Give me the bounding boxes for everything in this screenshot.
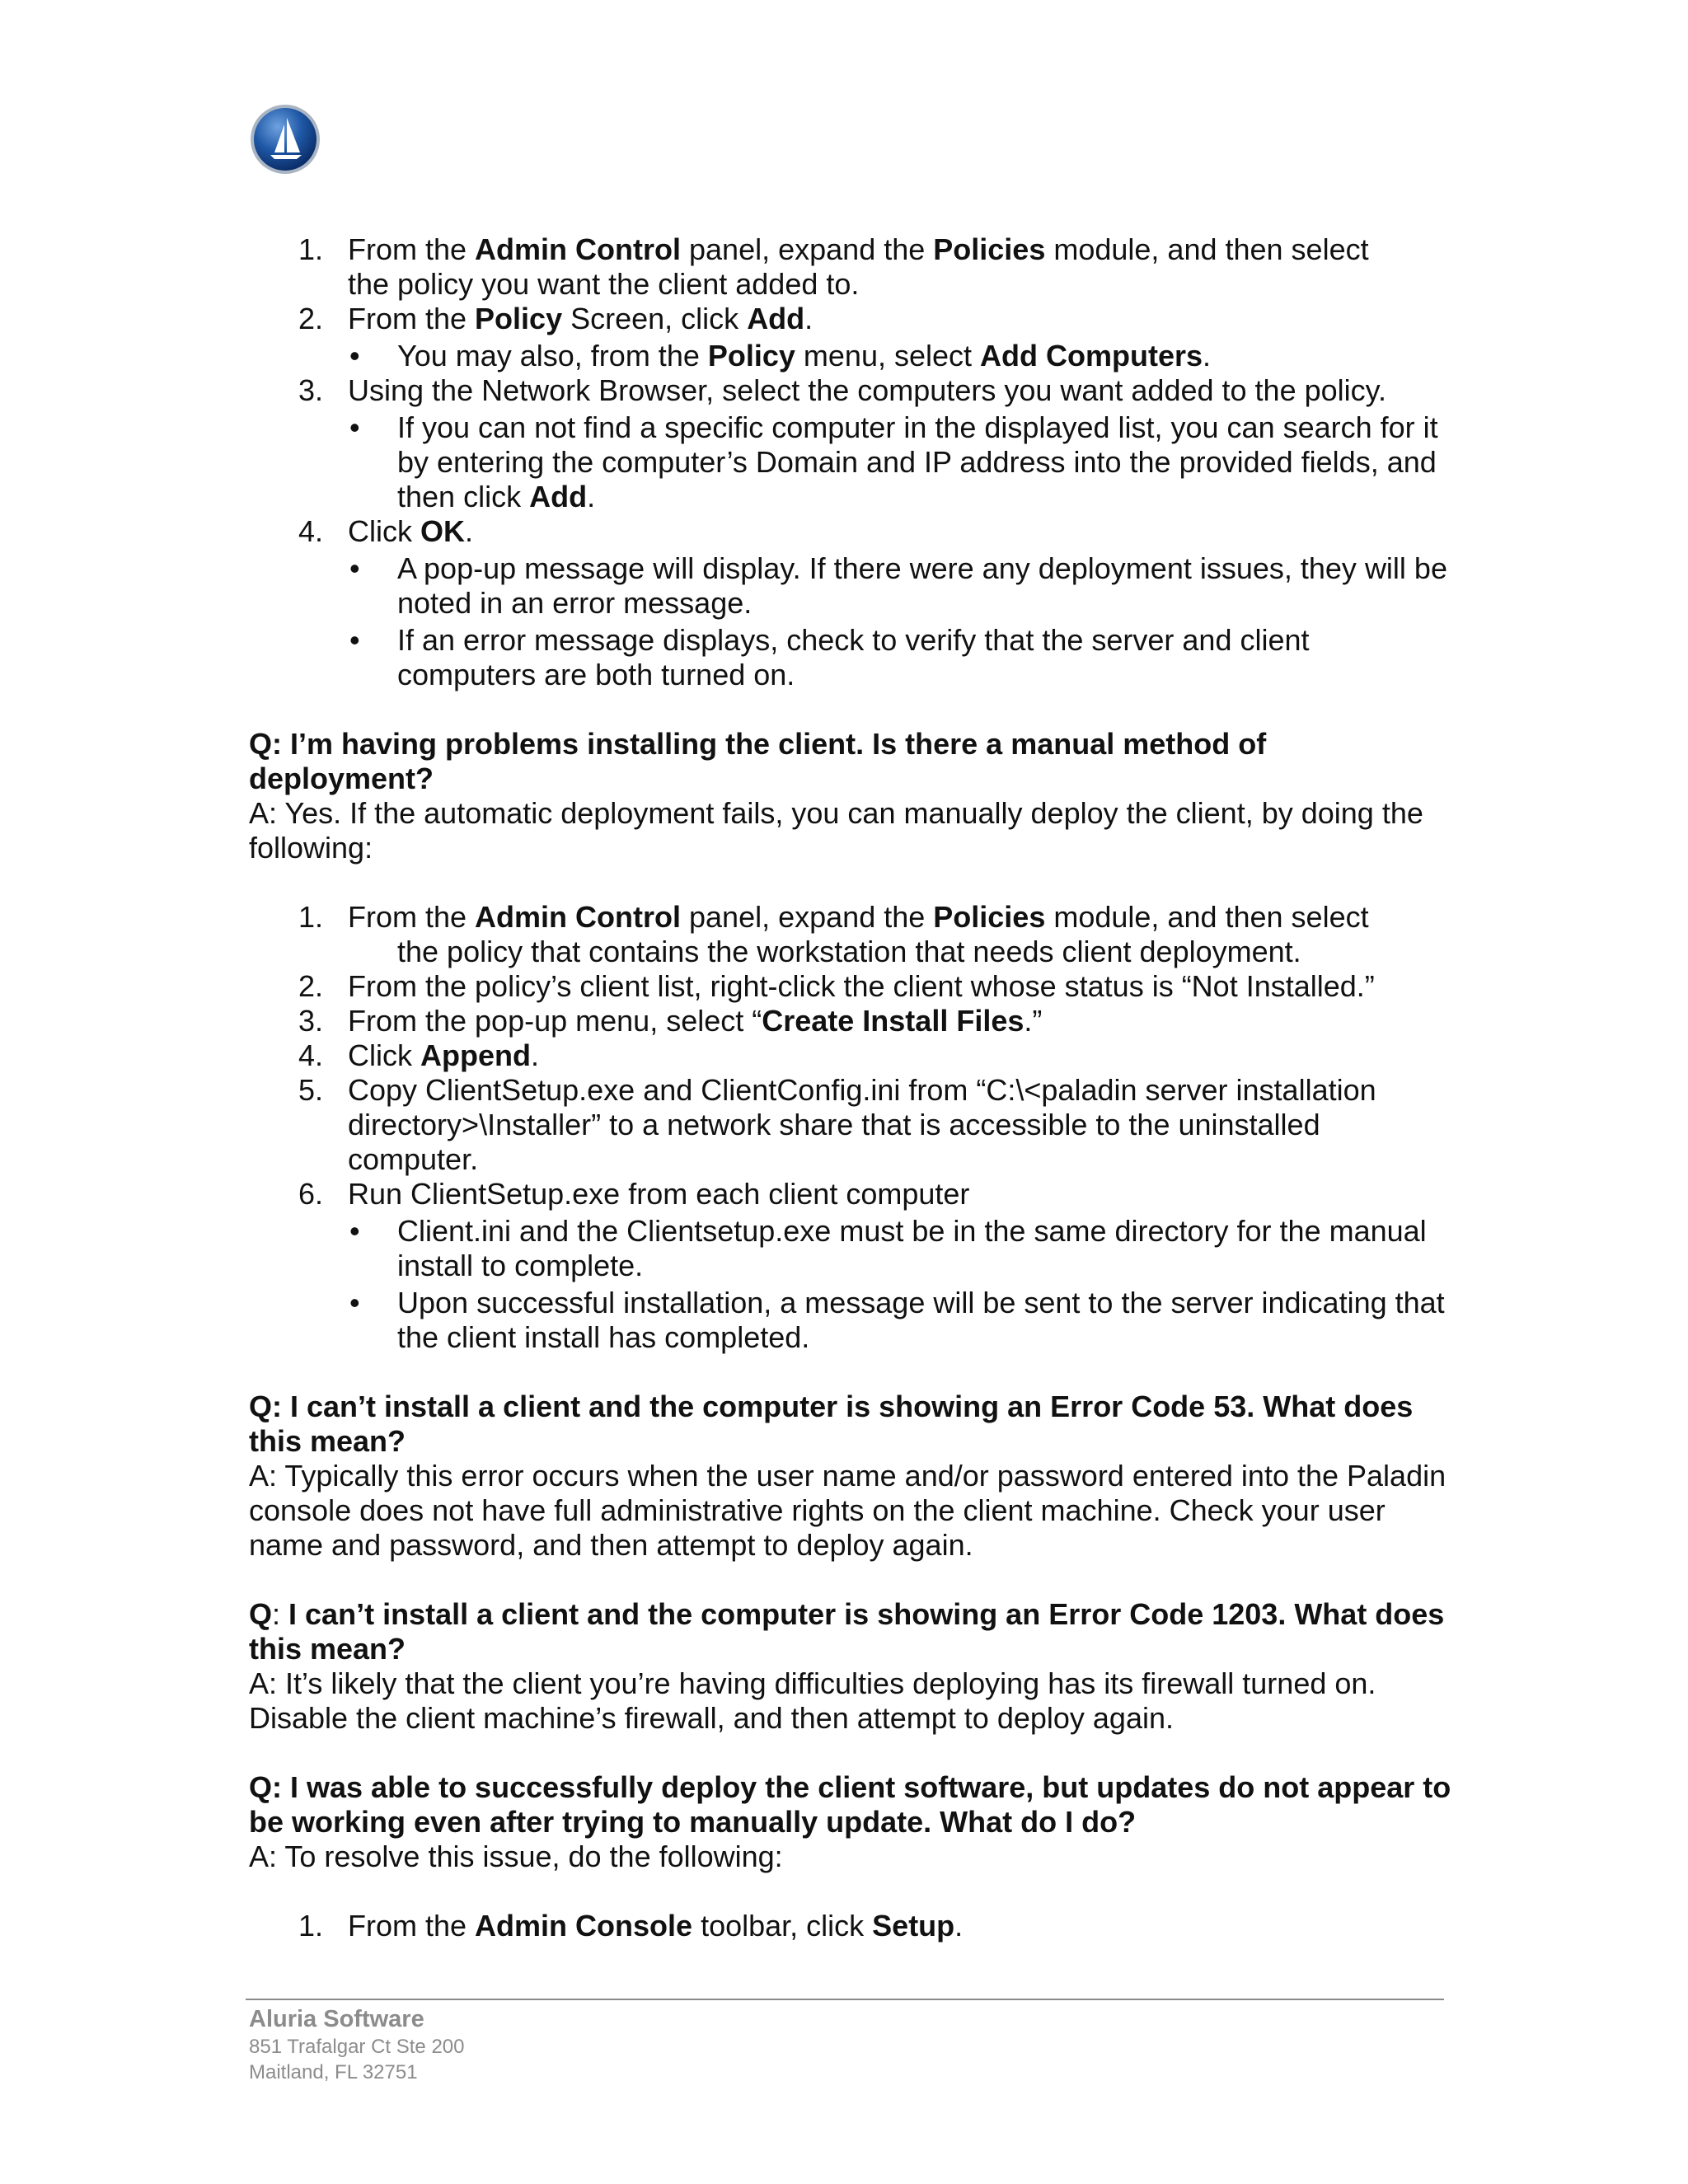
bullet-bold: Policy xyxy=(707,339,795,373)
step-bold: Admin Console xyxy=(475,1909,693,1943)
list-item xyxy=(249,1038,1452,1073)
address-line-2: Maitland, FL 32751 xyxy=(249,2061,418,2083)
list-item xyxy=(249,232,1452,302)
step-number: 4. xyxy=(298,514,324,548)
step-text: the policy you want the client added to. xyxy=(348,267,860,301)
step-text: From the xyxy=(348,1909,476,1943)
list-item xyxy=(249,1909,1452,1943)
step-text: . xyxy=(465,514,474,548)
step-number: 1. xyxy=(298,232,324,266)
step-text: Click xyxy=(348,514,420,548)
step-text: From the xyxy=(348,232,476,266)
question-heading: Q: I was able to successfully deploy the client software, but updates do not appear to be working even after trying to manually update. What do I do? xyxy=(249,1770,1451,1839)
step-bold: Policies xyxy=(933,232,1046,266)
step-text: panel, expand the xyxy=(681,232,934,266)
sailboat-logo-icon xyxy=(249,103,321,176)
step-number: 6. xyxy=(298,1177,324,1211)
question-heading: Q: I’m having problems installing the client. Is there a manual method of deployment? xyxy=(249,727,1267,795)
answer-text: A: Yes. If the automatic deployment fails, you can manually deploy the client, by doing the following: xyxy=(249,796,1423,865)
step-text: Click xyxy=(348,1038,420,1072)
step-bold: Admin Control xyxy=(475,900,682,934)
company-name: Aluria Software xyxy=(249,2006,424,2032)
step-number: 3. xyxy=(298,373,324,407)
question-heading: Q: I can’t install a client and the computer is showing an Error Code 53. What does this mean? xyxy=(249,1390,1414,1458)
manual-deploy-steps xyxy=(249,900,1452,1355)
step-text: . xyxy=(530,1038,539,1072)
step-number: 5. xyxy=(298,1073,324,1107)
answer-text: A: To resolve this issue, do the following: xyxy=(249,1840,783,1873)
question-colon: : xyxy=(272,1597,281,1631)
bullet-item xyxy=(348,623,1452,692)
step-text: module, and then select xyxy=(1045,900,1369,934)
step-number: 2. xyxy=(298,969,324,1003)
step-text: From the policy’s client list, right-click the client whose status is “Not Installed.” xyxy=(348,969,1375,1003)
question-text: I can’t install a client and the computer is showing an Error Code 1203. What does this mean? xyxy=(249,1597,1445,1666)
list-item xyxy=(249,969,1452,1004)
step-text: . xyxy=(804,302,814,335)
step-bold: Setup xyxy=(872,1909,955,1943)
step-bold: Create Install Files xyxy=(762,1004,1025,1038)
step-bold: Policies xyxy=(933,900,1046,934)
bullet-text: If you can not find a specific computer in the displayed list, you can search for it by entering the computer’s Domain and IP address into the provided fields, and then click xyxy=(397,410,1438,513)
list-item xyxy=(249,900,1452,969)
step-bold: Add xyxy=(747,302,805,335)
bullet-item xyxy=(348,410,1452,514)
step-bold: OK xyxy=(420,514,465,548)
bullet-bold: Add xyxy=(529,480,588,513)
step-text: module, and then select xyxy=(1045,232,1369,266)
step-bold: Append xyxy=(420,1038,531,1072)
bullet-bold: Add Computers xyxy=(980,339,1203,373)
step-text: Screen, click xyxy=(562,302,748,335)
bullet-text: Upon successful installation, a message will be sent to the server indicating that the client install has completed. xyxy=(397,1286,1445,1354)
step-text: Using the Network Browser, select the computers you want added to the policy. xyxy=(348,373,1386,407)
bullet-text: You may also, from the xyxy=(397,339,708,373)
step-text: From the xyxy=(348,900,476,934)
step-text: . xyxy=(954,1909,964,1943)
step-bold: Policy xyxy=(475,302,563,335)
step-number: 1. xyxy=(298,1909,324,1943)
update-fix-steps xyxy=(249,1909,1452,1943)
question-heading xyxy=(249,1597,1452,1666)
document-body xyxy=(249,232,1452,1943)
bullet-text: menu, select xyxy=(795,339,981,373)
list-item xyxy=(249,1073,1452,1177)
step-number: 3. xyxy=(298,1004,324,1038)
footer-divider xyxy=(246,1999,1444,2000)
step-text: panel, expand the xyxy=(681,900,934,934)
bullet-text: Client.ini and the Clientsetup.exe must be in the same directory for the manual install to complete. xyxy=(397,1214,1427,1282)
bullet-item xyxy=(348,551,1452,621)
step-number: 4. xyxy=(298,1038,324,1072)
bullet-item xyxy=(348,1214,1452,1283)
bullet-text: If an error message displays, check to verify that the server and client computers are both turned on. xyxy=(397,623,1310,691)
step-text: toolbar, click xyxy=(692,1909,873,1943)
step-bold: Admin Control xyxy=(475,232,682,266)
bullet-text: A pop-up message will display. If there were any deployment issues, they will be noted in an error message. xyxy=(397,551,1447,620)
answer-text: A: It’s likely that the client you’re having difficulties deploying has its firewall turned on. Disable the client machine’s firewall, and then attempt to deploy again. xyxy=(249,1666,1376,1735)
step-number: 1. xyxy=(298,900,324,934)
list-item xyxy=(249,514,1452,692)
step-text: the policy that contains the workstation that needs client deployment. xyxy=(397,935,1301,968)
list-item xyxy=(249,302,1452,373)
step-number: 2. xyxy=(298,302,324,335)
step-text: From the pop-up menu, select “ xyxy=(348,1004,762,1038)
list-item xyxy=(249,1177,1452,1355)
question-prefix: Q xyxy=(249,1597,273,1631)
step-text: .” xyxy=(1024,1004,1043,1038)
address-line-1: 851 Trafalgar Ct Ste 200 xyxy=(249,2036,465,2058)
bullet-item xyxy=(348,1286,1452,1355)
footer xyxy=(249,2004,465,2085)
step-text: From the xyxy=(348,302,476,335)
answer-text: A: Typically this error occurs when the user name and/or password entered into the Paladin console does not have full administrative rights on the client machine. Check your user name and password, and then attempt to deploy again. xyxy=(249,1459,1447,1562)
bullet-text: . xyxy=(587,480,596,513)
bullet-text: . xyxy=(1203,339,1212,373)
bullet-item xyxy=(348,339,1452,373)
list-item xyxy=(249,373,1452,514)
step-text: Copy ClientSetup.exe and ClientConfig.ini from “C:\<paladin server installation directory>\Installer” to a network share that is accessible to the uninstalled computer. xyxy=(348,1073,1376,1176)
list-item xyxy=(249,1004,1452,1038)
policy-add-steps xyxy=(249,232,1452,692)
step-text: Run ClientSetup.exe from each client computer xyxy=(348,1177,970,1211)
